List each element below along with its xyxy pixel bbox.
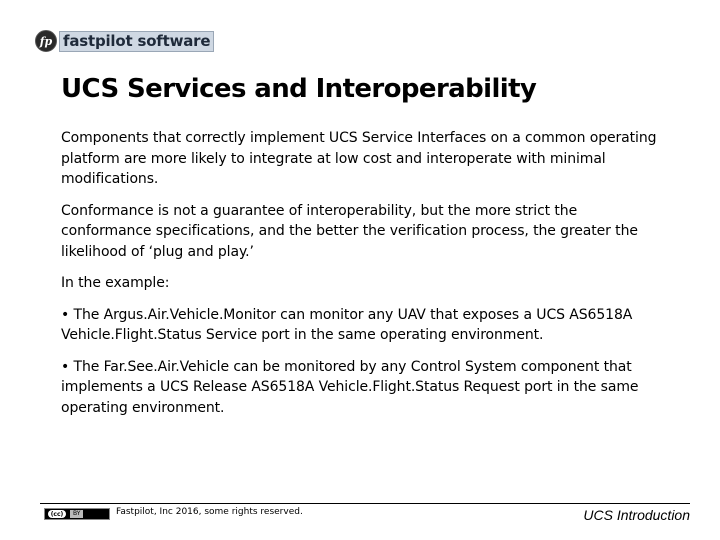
footer-divider: [40, 503, 690, 504]
cc-by-label: BY: [70, 510, 83, 518]
slide-title: UCS Services and Interoperability: [61, 74, 537, 104]
logo-wordmark: fastpilot software: [63, 32, 211, 50]
bullet-farsee-vehicle: • The Far.See.Air.Vehicle can be monitored by any Control System component that implements a UCS Release AS6518A Vehicle.Flight.Status Request port in the same operating environment.: [61, 358, 639, 416]
paragraph-conformance: Conformance is not a guarantee of interoperability, but the more strict the conformance specifications, and the better the verification process, the greater the likelihood of ‘plug and play.’: [61, 202, 638, 260]
logo-wordmark-box: [59, 31, 214, 52]
paragraph-example-intro: In the example:: [61, 275, 170, 291]
presentation-title: UCS Introduction: [583, 507, 690, 523]
cc-logo-icon: (cc): [48, 510, 66, 518]
bullet-argus-monitor: • The Argus.Air.Vehicle.Monitor can monitor any UAV that exposes a UCS AS6518A Vehicle.Flight.Status Service port in the same operating environment.: [61, 306, 633, 343]
slide-body: [61, 128, 671, 429]
company-logo: [35, 30, 214, 52]
cc-license-icon: [44, 508, 110, 520]
copyright-notice: Fastpilot, Inc 2016, some rights reserved.: [116, 507, 303, 517]
paragraph-components: Components that correctly implement UCS Service Interfaces on a common operating platform are more likely to integrate at low cost and interoperate with minimal modifications.: [61, 130, 657, 187]
logo-badge: fp: [35, 30, 57, 52]
